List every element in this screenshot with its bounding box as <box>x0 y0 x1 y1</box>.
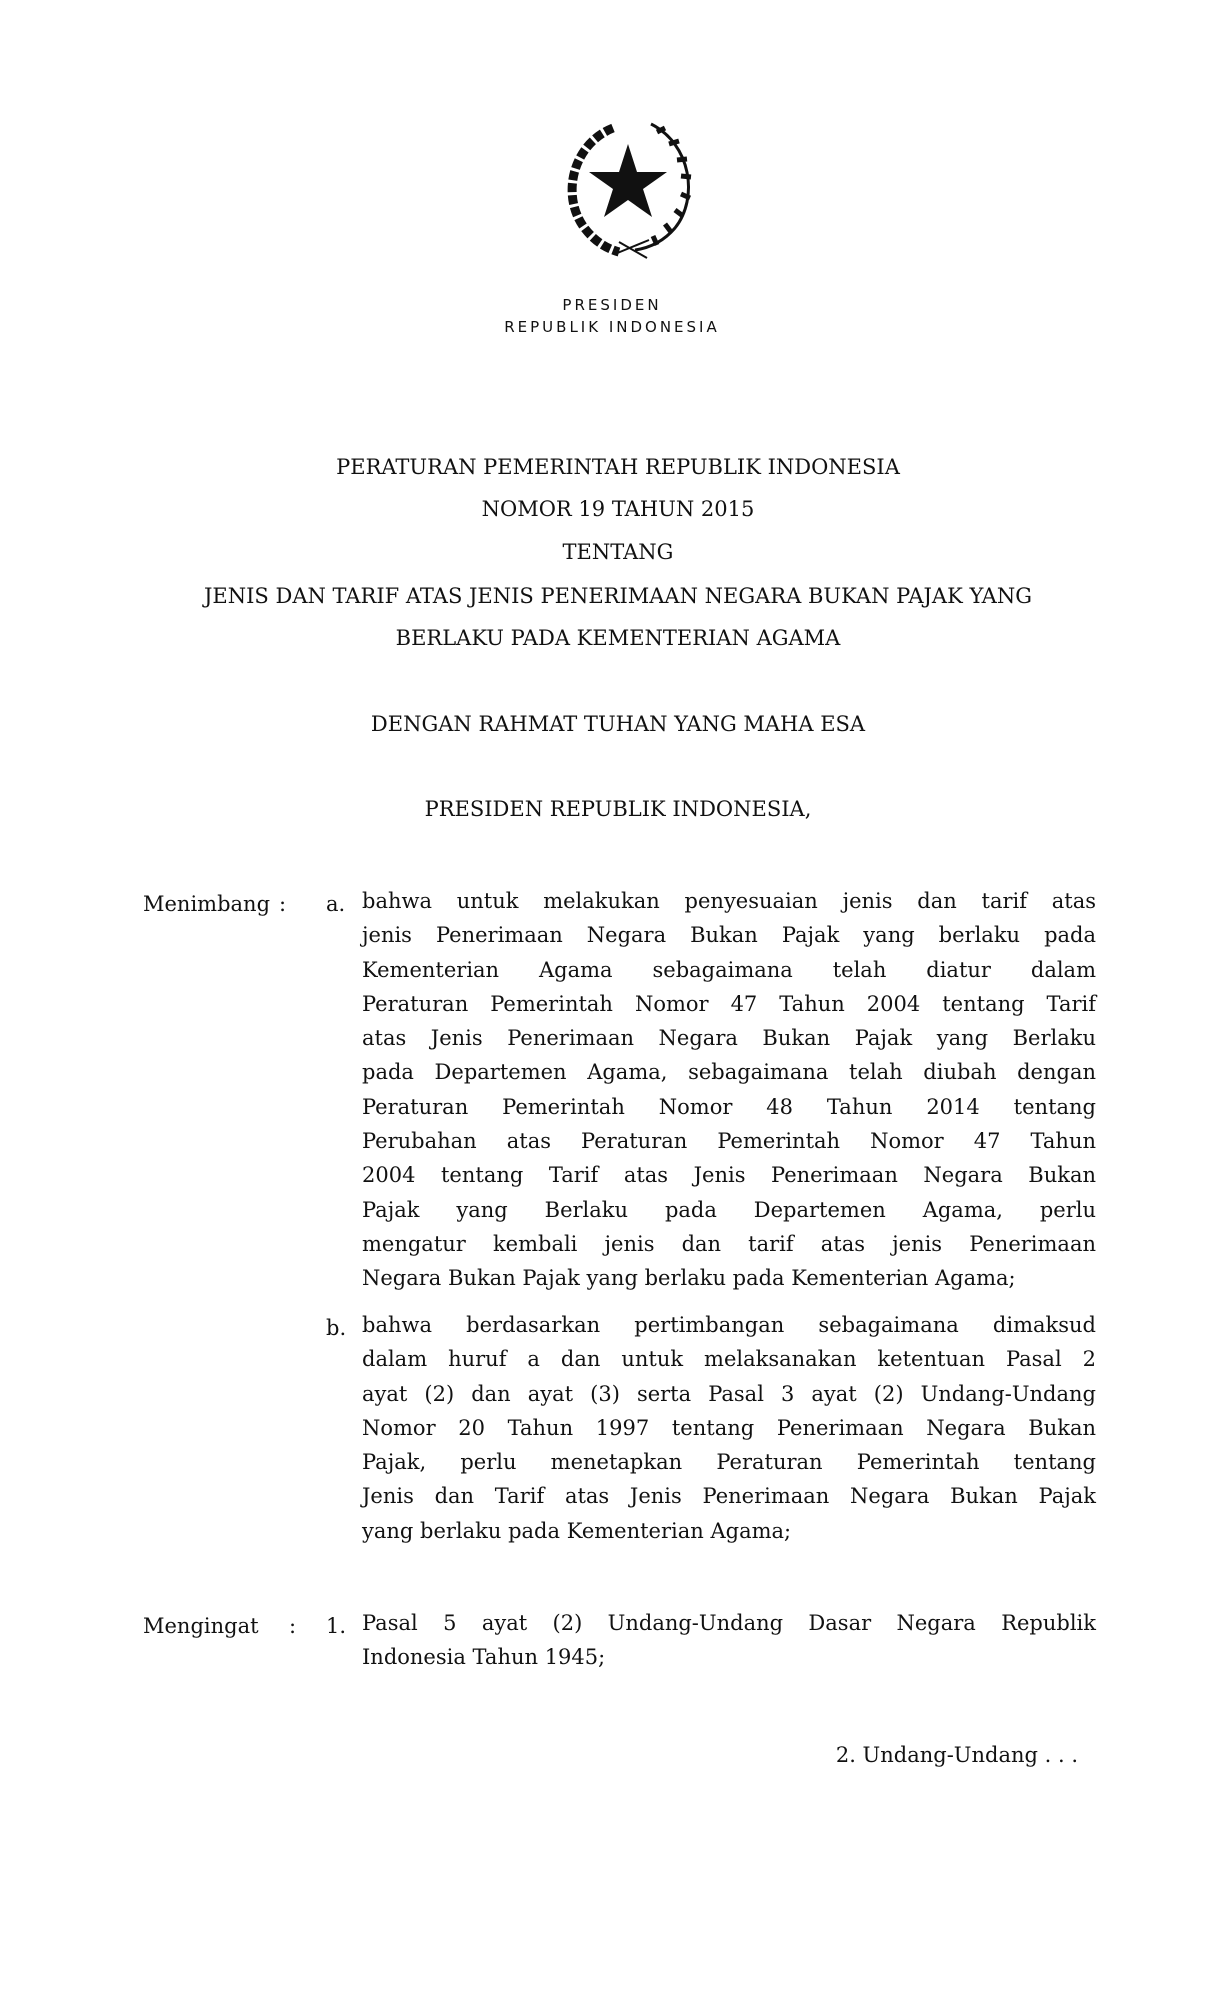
text-line: 2004 tentang Tarif atas Jenis Penerimaan Negara Bukan <box>362 1163 1096 1188</box>
title-line: NOMOR 19 TAHUN 2015 <box>481 497 755 521</box>
text-line: pada Departemen Agama, sebagaimana telah diubah dengan <box>362 1060 1096 1085</box>
text-line: Peraturan Pemerintah Nomor 48 Tahun 2014 tentang <box>362 1094 1096 1119</box>
text-line: bahwa berdasarkan pertimbangan sebagaimana dimaksud <box>362 1313 1096 1337</box>
title-line: PERATURAN PEMERINTAH REPUBLIK INDONESIA <box>336 455 900 479</box>
text-line: bahwa untuk melakukan penyesuaian jenis dan tarif atas <box>362 889 1096 913</box>
text-line: Pasal 5 ayat (2) Undang-Undang Dasar Negara Republik <box>362 1611 1096 1635</box>
menimbang-item-b <box>362 1308 1096 1548</box>
mengingat-label: Mengingat <box>143 1614 259 1638</box>
text-line: Perubahan atas Peraturan Pemerintah Nomor 47 Tahun <box>362 1129 1096 1154</box>
text-line: atas Jenis Penerimaan Negara Bukan Pajak yang Berlaku <box>362 1026 1096 1051</box>
text-line: dalam huruf a dan untuk melaksanakan ketentuan Pasal 2 <box>362 1347 1096 1372</box>
text-line: Negara Bukan Pajak yang berlaku pada Kementerian Agama; <box>362 1266 1016 1291</box>
menimbang-label: Menimbang <box>143 892 271 916</box>
text-line: Peraturan Pemerintah Nomor 47 Tahun 2004 tentang Tarif <box>362 991 1096 1016</box>
menimbang-colon: : <box>279 892 287 916</box>
item-marker: a. <box>326 892 346 916</box>
text-line: ayat (2) dan ayat (3) serta Pasal 3 ayat (2) Undang-Undang <box>362 1381 1096 1406</box>
text-line: yang berlaku pada Kementerian Agama; <box>362 1518 792 1543</box>
invocation: DENGAN RAHMAT TUHAN YANG MAHA ESA <box>370 712 866 736</box>
mengingat-colon: : <box>289 1614 297 1638</box>
page-continuation: 2. Undang-Undang . . . <box>835 1743 1078 1767</box>
text-line: Kementerian Agama sebagaimana telah diatur dalam <box>362 957 1096 982</box>
title-line: TENTANG <box>562 540 674 564</box>
menimbang-item-a <box>362 884 1096 1296</box>
mengingat-item-1 <box>362 1606 1096 1675</box>
title-line: JENIS DAN TARIF ATAS JENIS PENERIMAAN NEGARA BUKAN PAJAK YANG <box>204 584 1032 608</box>
text-line: Pajak, perlu menetapkan Peraturan Pemerintah tentang <box>362 1450 1096 1475</box>
text-line: Indonesia Tahun 1945; <box>362 1645 606 1670</box>
letterhead-president: PRESIDEN <box>562 296 662 314</box>
item-marker: b. <box>326 1316 347 1340</box>
garuda-presidential-emblem <box>553 114 703 262</box>
text-line: Pajak yang Berlaku pada Departemen Agama, perlu <box>362 1197 1096 1222</box>
president-heading: PRESIDEN REPUBLIK INDONESIA, <box>424 797 812 821</box>
text-line: Nomor 20 Tahun 1997 tentang Penerimaan Negara Bukan <box>362 1415 1096 1440</box>
letterhead-republic: REPUBLIK INDONESIA <box>504 318 720 336</box>
text-line: mengatur kembali jenis dan tarif atas jenis Penerimaan <box>362 1231 1096 1256</box>
item-marker: 1. <box>326 1614 347 1638</box>
text-line: Jenis dan Tarif atas Jenis Penerimaan Negara Bukan Pajak <box>362 1484 1096 1509</box>
text-line: jenis Penerimaan Negara Bukan Pajak yang berlaku pada <box>362 923 1096 948</box>
title-line: BERLAKU PADA KEMENTERIAN AGAMA <box>395 626 841 650</box>
